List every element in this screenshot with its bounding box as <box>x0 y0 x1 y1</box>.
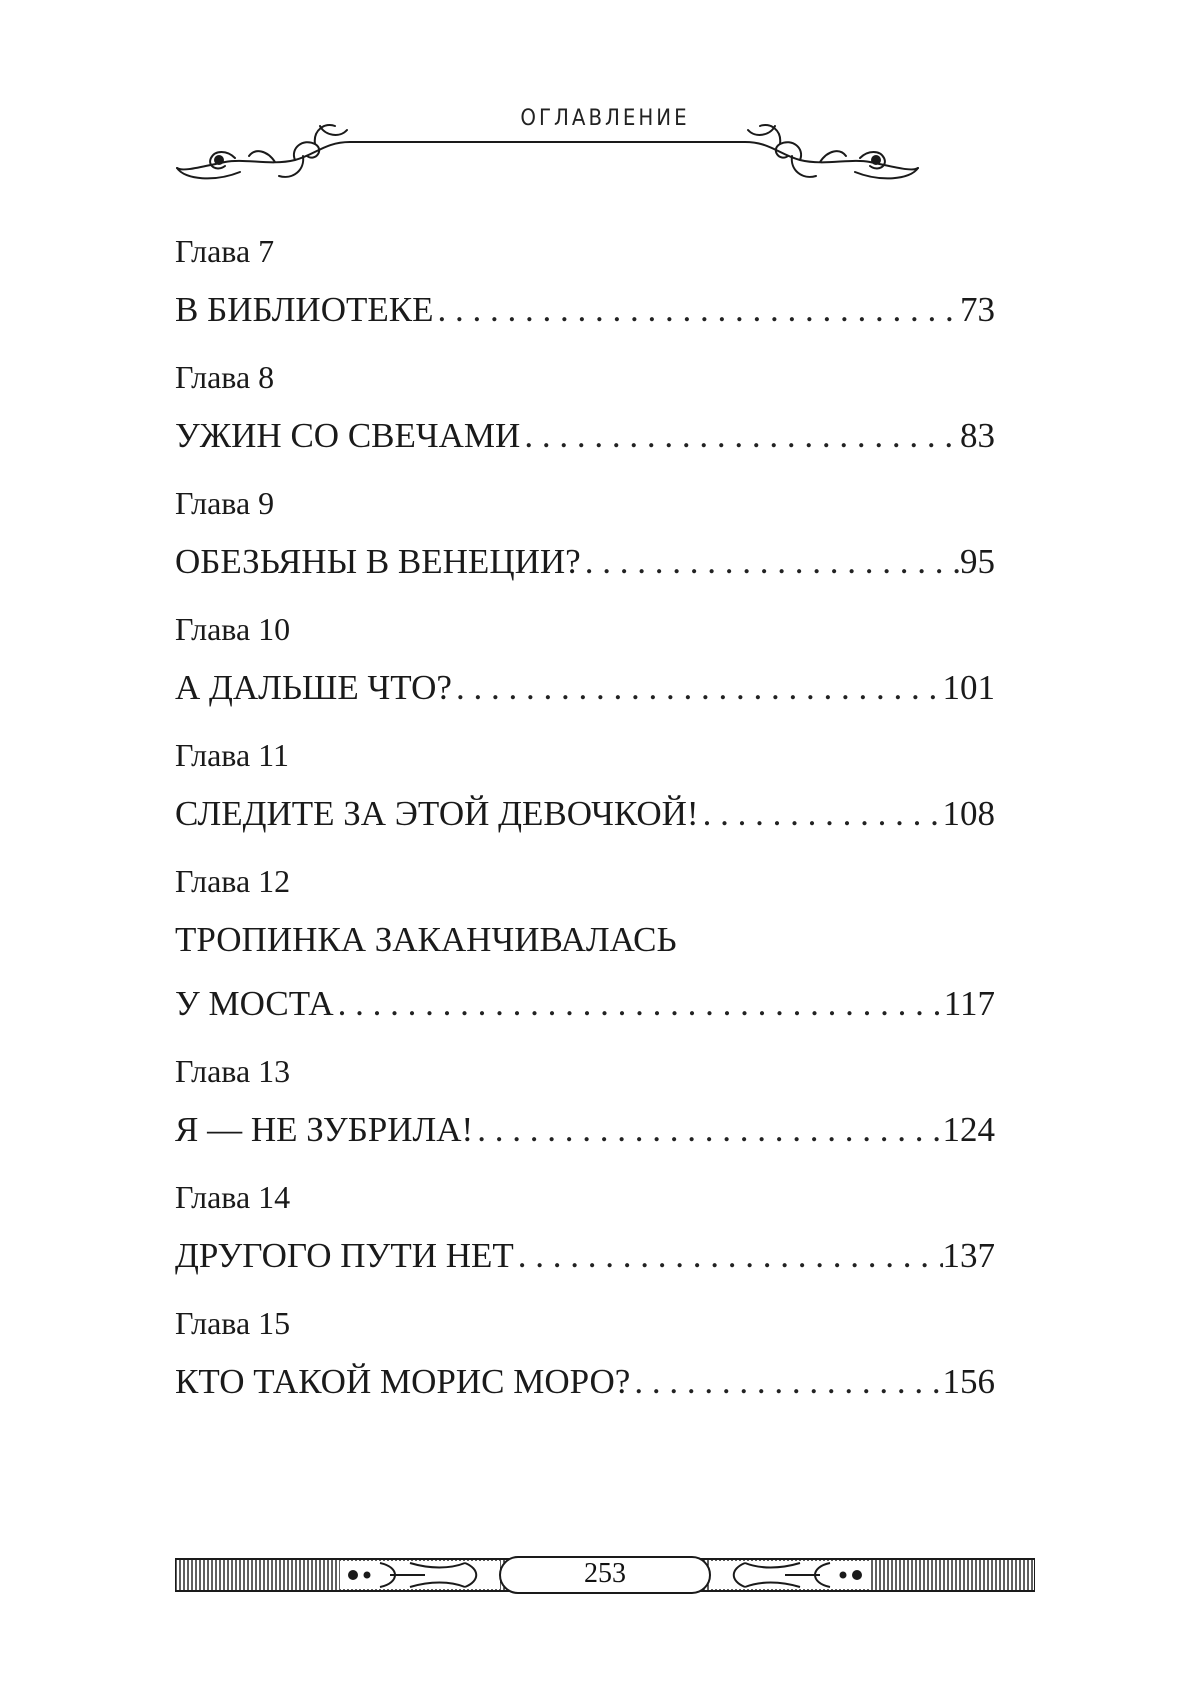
toc-entry <box>175 1304 995 1404</box>
toc-entry <box>175 484 995 584</box>
chapter-label: Глава 7 <box>175 233 275 269</box>
toc-entry <box>175 736 995 836</box>
page-ref: 95 <box>960 542 995 581</box>
table-of-contents <box>175 232 995 1430</box>
toc-row[interactable] <box>175 288 995 332</box>
toc-entry <box>175 358 995 458</box>
chapter-label: Глава 11 <box>175 737 289 773</box>
chapter-label: Глава 10 <box>175 611 291 647</box>
chapter-title: ДРУГОГО ПУТИ НЕТ <box>175 1236 514 1275</box>
chapter-label: Глава 9 <box>175 485 275 521</box>
chapter-label: Глава 13 <box>175 1053 291 1089</box>
toc-row[interactable] <box>175 792 995 836</box>
page-ref: 124 <box>942 1110 995 1149</box>
toc-row[interactable] <box>175 414 995 458</box>
toc-row[interactable] <box>175 1360 995 1404</box>
page-ref: 83 <box>960 416 995 455</box>
page-number: 253 <box>584 1558 626 1589</box>
page-ref: 73 <box>960 290 995 329</box>
chapter-label: Глава 15 <box>175 1305 291 1341</box>
toc-entry <box>175 1178 995 1278</box>
chapter-title: Я — НЕ ЗУБРИЛА! <box>175 1110 474 1149</box>
chapter-label: Глава 8 <box>175 359 275 395</box>
dot-leader <box>452 666 943 710</box>
chapter-title: СЛЕДИТЕ ЗА ЭТОЙ ДЕВОЧКОЙ! <box>175 794 699 833</box>
dot-leader <box>630 1360 942 1404</box>
running-head: ОГЛАВЛЕНИЕ <box>520 106 690 131</box>
dot-leader <box>433 288 960 332</box>
page-ref: 117 <box>943 984 995 1023</box>
dot-leader <box>581 540 960 584</box>
toc-entry <box>175 610 995 710</box>
chapter-label: Глава 12 <box>175 863 291 899</box>
chapter-title-continued: У МОСТА <box>175 984 334 1023</box>
chapter-title: В БИБЛИОТЕКЕ <box>175 290 434 329</box>
page-ref: 101 <box>942 668 995 707</box>
page-ref: 108 <box>942 794 995 833</box>
toc-entry <box>175 232 995 332</box>
dot-leader <box>473 1108 942 1152</box>
chapter-title: А ДАЛЬШЕ ЧТО? <box>175 668 452 707</box>
dot-leader <box>334 982 944 1026</box>
page-footer <box>175 1555 1035 1595</box>
toc-row[interactable] <box>175 1234 995 1278</box>
toc-row[interactable] <box>175 666 995 710</box>
chapter-title: КТО ТАКОЙ МОРИС МОРО? <box>175 1362 631 1401</box>
dot-leader <box>699 792 943 836</box>
page-header <box>175 100 1035 210</box>
toc-entry <box>175 1052 995 1152</box>
dot-leader <box>520 414 960 458</box>
chapter-label: Глава 14 <box>175 1179 291 1215</box>
toc-row[interactable] <box>175 540 995 584</box>
toc-entry <box>175 862 995 1026</box>
toc-row[interactable] <box>175 982 995 1026</box>
toc-row[interactable] <box>175 1108 995 1152</box>
chapter-title: ОБЕЗЬЯНЫ В ВЕНЕЦИИ? <box>175 542 581 581</box>
dot-leader <box>514 1234 943 1278</box>
chapter-title[interactable]: ТРОПИНКА ЗАКАНЧИВАЛАСЬ <box>175 920 677 959</box>
page-ref: 156 <box>942 1362 995 1401</box>
page-ref: 137 <box>942 1236 995 1275</box>
chapter-title: УЖИН СО СВЕЧАМИ <box>175 416 521 455</box>
